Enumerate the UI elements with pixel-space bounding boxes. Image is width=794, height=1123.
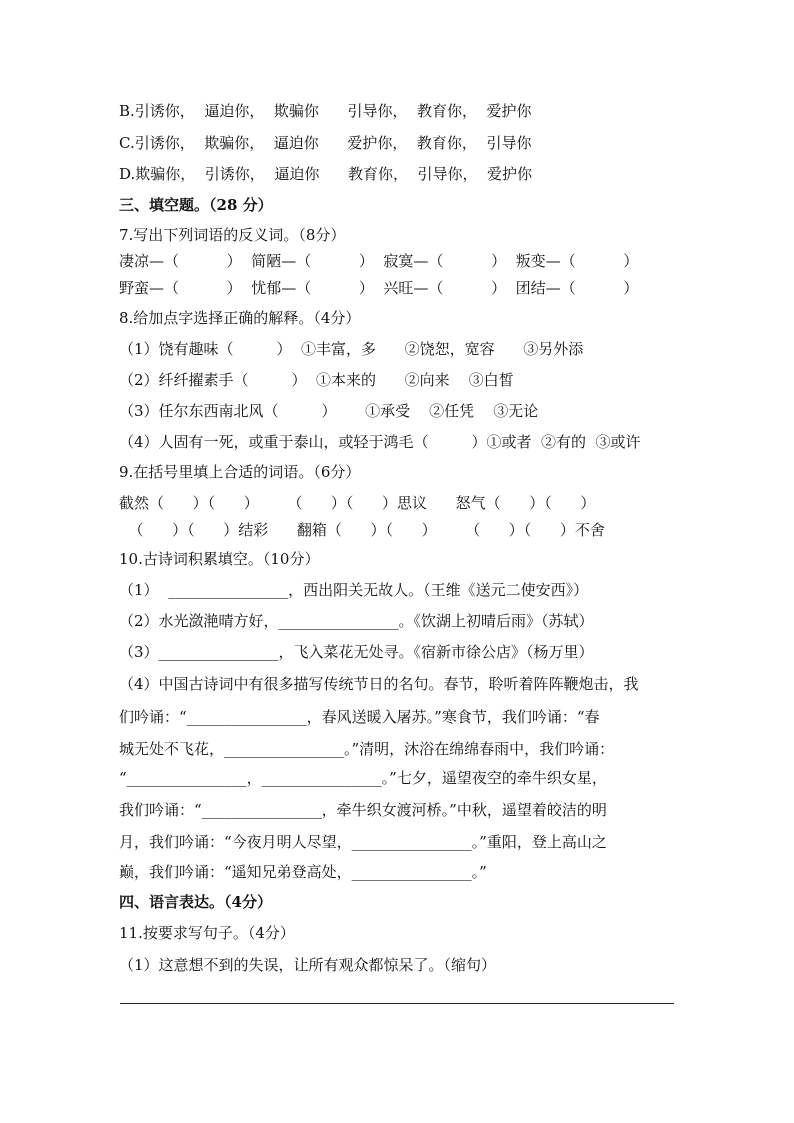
q10-item3: （3）________________，飞入菜花无处寻。《宿新市徐公店》（杨万里） xyxy=(119,643,594,661)
q10-item1: （1） ________________，西出阳关无故人。（王维《送元二使安西》） xyxy=(119,581,589,599)
option-b: B.引诱你， 逼迫你， 欺骗你 引导你， 教育你， 爱护你 xyxy=(119,102,532,120)
q10-item4-line4: “________________，________________。”七夕，遥望夜空的牵牛织女星， xyxy=(119,769,607,787)
option-d: D.欺骗你， 引诱你， 逼迫你 教育你， 引导你， 爱护你 xyxy=(119,165,533,183)
q8-item2: （2）纤纤擢素手（ ） ①本来的 ②向来 ③白皙 xyxy=(119,371,514,389)
answer-line[interactable] xyxy=(120,1003,674,1004)
q10-item4-line1: （4）中国古诗词中有很多描写传统节日的名句。春节，聆听着阵阵鞭炮击，我 xyxy=(119,675,639,693)
option-c: C.引诱你， 欺骗你， 逼迫你 爱护你， 教育你， 引导你 xyxy=(119,134,532,152)
q10-item4-line6: 月，我们吟诵：“今夜月明人尽望，________________。”重阳，登上高山之 xyxy=(119,833,607,851)
section4-title: 四、语言表达。（4分） xyxy=(119,893,272,911)
q7-row1: 凄凉—（ ） 简陋—（ ） 寂寞—（ ） 叛变—（ ） xyxy=(119,252,639,270)
q10-title: 10.古诗词积累填空。（10分） xyxy=(119,550,320,568)
q10-item2: （2）水光潋滟晴方好，________________。《饮湖上初晴后雨》（苏轼） xyxy=(119,612,594,630)
q9-row2: （ ）（ ）结彩 翻箱（ ）（ ） （ ）（ ）不舍 xyxy=(119,521,605,539)
section3-title: 三、填空题。（28 分） xyxy=(119,196,273,214)
q10-item4-line2: 们吟诵：“________________，春风送暖入屠苏。”寒食节，我们吟诵：“春 xyxy=(119,708,600,726)
q11-title: 11.按要求写句子。（4分） xyxy=(119,924,295,942)
q8-item1: （1）饶有趣味（ ） ①丰富，多 ②饶恕，宽容 ③另外添 xyxy=(119,340,584,358)
q7-row2: 野蛮—（ ） 忧郁—（ ） 兴旺—（ ） 团结—（ ） xyxy=(119,279,639,297)
q9-row1: 截然（ ）（ ） （ ）（ ）思议 怒气（ ）（ ） xyxy=(119,494,596,512)
q8-item3: （3）任尔东西南北风（ ） ①承受 ②任凭 ③无论 xyxy=(119,402,539,420)
q10-item4-line7: 巅，我们吟诵：“遥知兄弟登高处，________________。” xyxy=(119,863,487,881)
q9-title: 9.在括号里填上合适的词语。（6分） xyxy=(119,463,361,481)
q10-item4-line5: 我们吟诵：“________________，牵牛织女渡河桥。”中秋，遥望着皎洁的明 xyxy=(119,801,607,819)
q8-title: 8.给加点字选择正确的解释。（4分） xyxy=(119,309,361,327)
q10-item4-line3: 城无处不飞花，________________。”清明，沐浴在绵绵春雨中，我们吟诵： xyxy=(119,740,615,758)
q8-item4: （4）人固有一死，或重于泰山，或轻于鸿毛（ ）①或者 ②有的 ③或许 xyxy=(119,433,641,451)
q11-item1: （1）这意想不到的失误，让所有观众都惊呆了。（缩句） xyxy=(119,956,497,974)
q7-title: 7.写出下列词语的反义词。（8分） xyxy=(119,226,346,244)
